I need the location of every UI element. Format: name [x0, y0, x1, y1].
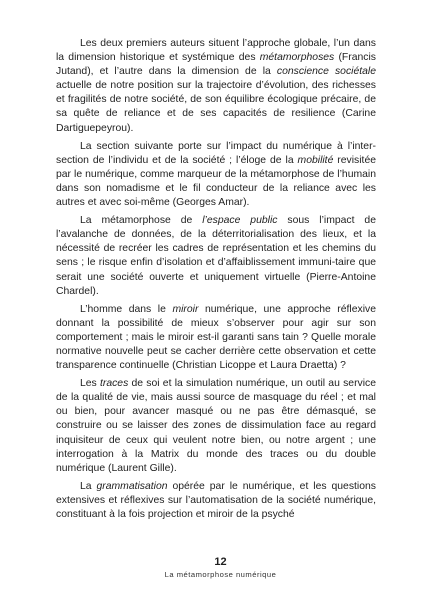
- paragraph-approche-globale: Les deux premiers auteurs situent l’approche globale, l’un dans la dimension historique et systémique des métamorphoses (Francis Jutand), et l’autre dans la dimension de la conscience sociétale actuelle de notre position sur la trajectoire d’évolution, des richesses et fragilités de notre société, de son équilibre écologique précaire, de sa quête de reliance et de ses capacités de resilience (Carine Dartiguepeyrou).: [56, 38, 377, 134]
- paragraph-grammatisation: La grammatisation opérée par le numérique, et les questions extensives et réflexives sur l’automatisation de la société numérique, constituant à la fois projection et miroir de la psyché: [56, 480, 376, 520]
- term-traces: traces: [99, 378, 129, 390]
- page-number: 12: [214, 556, 227, 568]
- paragraph-traces: Les traces de soi et la simulation numérique, un outil au service de la qualité de vie, mais aussi source de masquage du réel ; et mal ou bien, pour avancer masqué ou ne pas être démasqué, se construire ou se laisser des zones de dissimulation face au regard inquisiteur de ceux qui veulent notre bien, ou notre argent ; une interrogation à la Matrix du monde des traces ou du double numérique (Laurent Gille).: [56, 378, 377, 474]
- term-grammatisation: grammatisation: [96, 480, 168, 492]
- term-espace-public: l’espace public: [202, 215, 278, 227]
- paragraph-espace-public: La métamorphose de l’espace public sous l’impact de l’avalanche de données, de la déterritorialisation des lieux, et la nécessité de recréer les cadres de représentation et les chemins du sens ; le risque enfin d’isolation et d’affaiblissement immuni-taire que serait une société ouverte et uniquement virtuelle (Pierre-Antoine Chardel).: [56, 215, 376, 297]
- paragraph-miroir: L’homme dans le miroir numérique, une approche réflexive donnant la possibilité de mieux s’observer pour agir sur son comportement ; mais le miroir est-il garanti sans tain ? Quelle morale normative nouvelle peut se cacher derrière cette observation et cette transparence continuelle (Christian Licoppe et Laura Draetta) ?: [56, 303, 376, 372]
- body-text: [56, 37, 376, 526]
- term-metamorphoses: métamorphoses: [259, 52, 335, 64]
- running-title: La métamorphose numérique: [164, 570, 277, 579]
- paragraph-mobilite: La section suivante porte sur l’impact du numérique à l’inter-section de l’individu et de la société ; l’éloge de la mobilité revisitée par le numérique, comme marqueur de la métamorphose de l’humain dans son nomadisme et le fil conducteur de la reliance avec les autres et avec soi-même (Georges Amar).: [56, 140, 376, 209]
- term-mobilite: mobilité: [297, 154, 334, 166]
- term-miroir: miroir: [172, 303, 199, 315]
- page-footer: [0, 556, 441, 580]
- term-conscience-societale: conscience sociétale: [276, 66, 376, 78]
